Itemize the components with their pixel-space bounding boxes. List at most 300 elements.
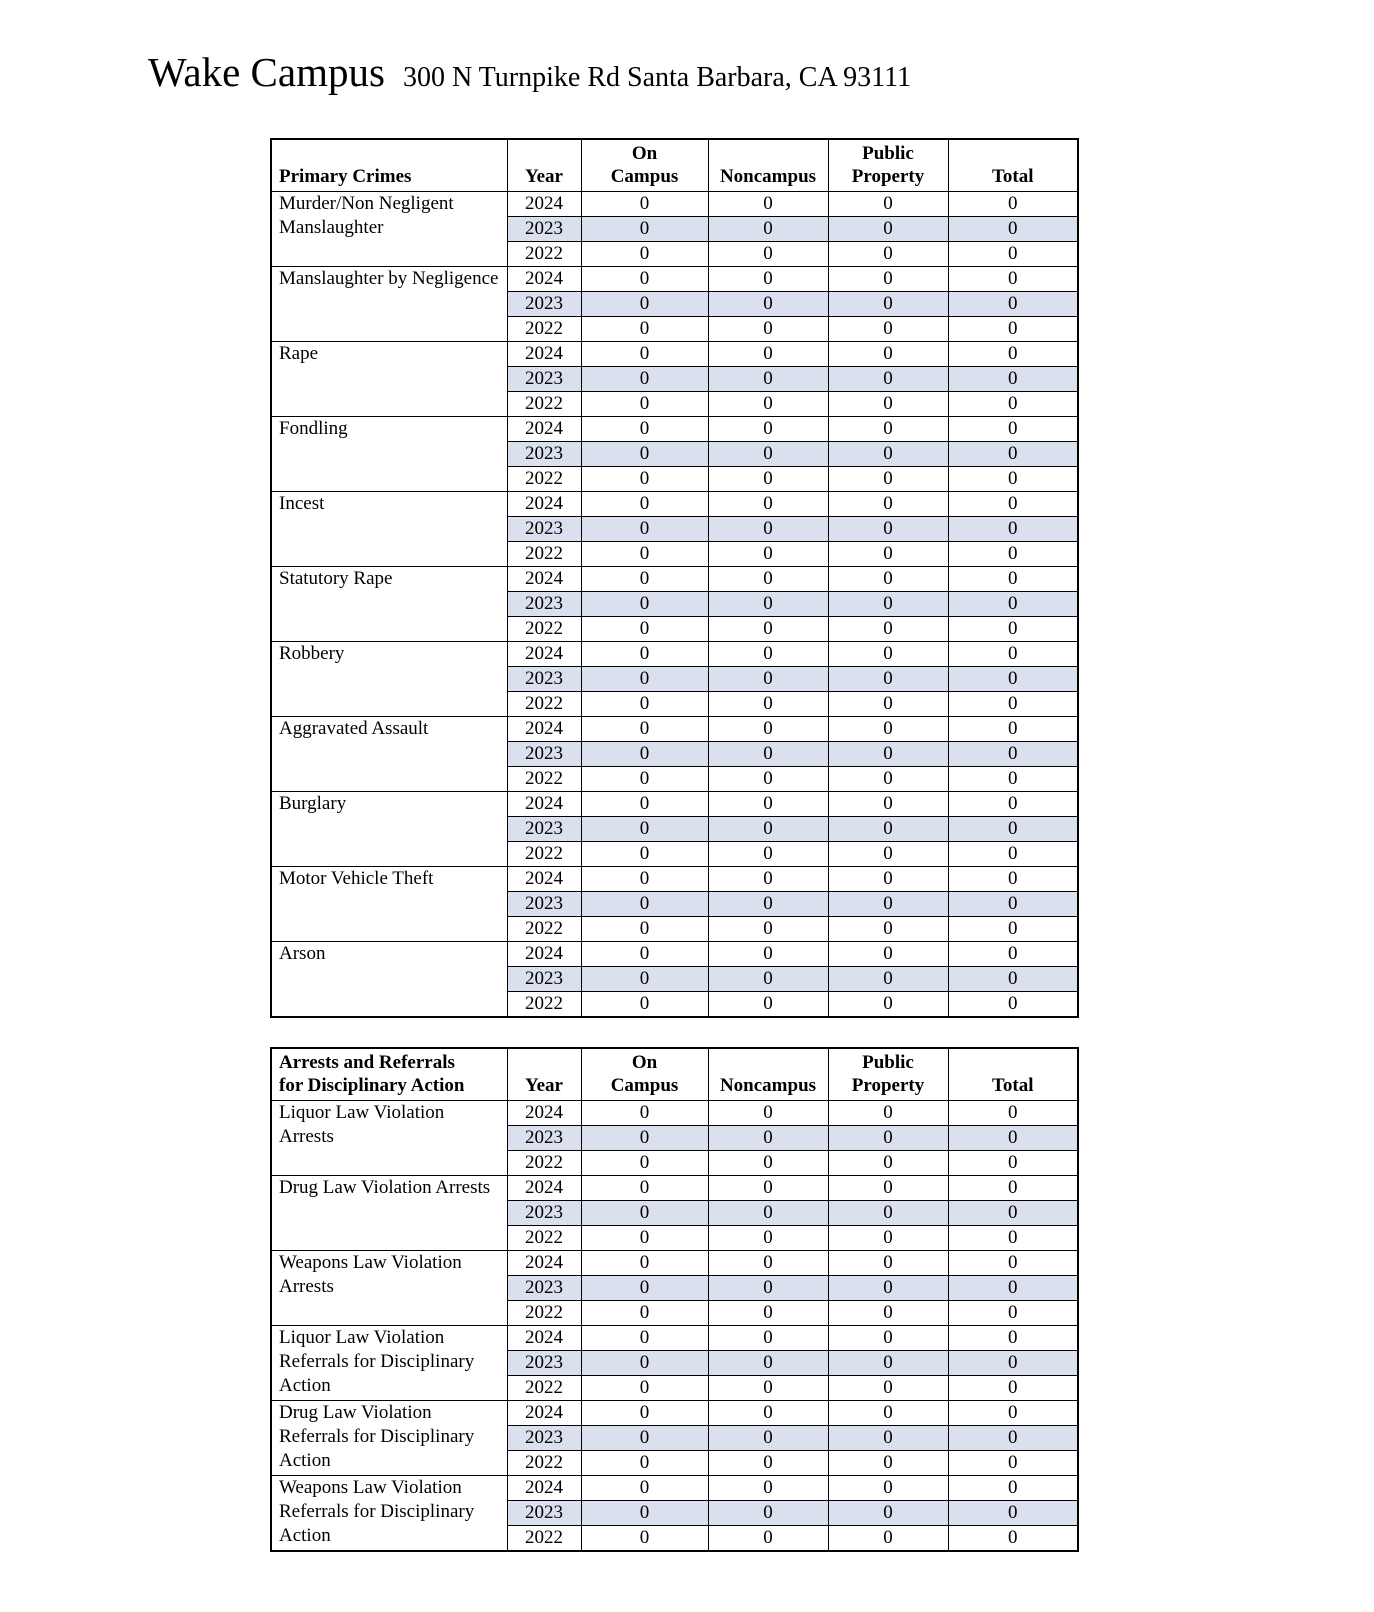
year-cell: 2024 <box>507 1401 581 1426</box>
noncampus-cell: 0 <box>708 1451 828 1476</box>
year-cell: 2022 <box>507 917 581 942</box>
campus-address: 300 N Turnpike Rd Santa Barbara, CA 93111 <box>402 62 912 93</box>
public-property-cell: 0 <box>828 1276 948 1301</box>
total-cell: 0 <box>948 1326 1078 1351</box>
total-cell: 0 <box>948 292 1078 317</box>
on-campus-cell: 0 <box>581 1201 708 1226</box>
total-cell: 0 <box>948 192 1078 217</box>
on-campus-cell: 0 <box>581 442 708 467</box>
on-campus-cell: 0 <box>581 692 708 717</box>
noncampus-cell: 0 <box>708 292 828 317</box>
on-campus-cell: 0 <box>581 492 708 517</box>
table-row <box>271 417 1078 442</box>
noncampus-cell: 0 <box>708 992 828 1018</box>
total-cell: 0 <box>948 717 1078 742</box>
noncampus-cell: 0 <box>708 792 828 817</box>
public-property-cell: 0 <box>828 1376 948 1401</box>
on-campus-cell: 0 <box>581 267 708 292</box>
total-cell: 0 <box>948 742 1078 767</box>
noncampus-cell: 0 <box>708 492 828 517</box>
category-cell: Drug Law Violation Referrals for Disciplinary Action <box>271 1401 507 1476</box>
noncampus-cell: 0 <box>708 1301 828 1326</box>
noncampus-cell: 0 <box>708 617 828 642</box>
total-cell: 0 <box>948 417 1078 442</box>
on-campus-cell: 0 <box>581 967 708 992</box>
noncampus-cell: 0 <box>708 442 828 467</box>
on-campus-cell: 0 <box>581 317 708 342</box>
public-property-cell: 0 <box>828 642 948 667</box>
on-campus-cell: 0 <box>581 1351 708 1376</box>
category-cell: Statutory Rape <box>271 567 507 642</box>
noncampus-cell: 0 <box>708 1251 828 1276</box>
public-property-cell: 0 <box>828 1476 948 1501</box>
on-campus-cell: 0 <box>581 742 708 767</box>
table-row <box>271 267 1078 292</box>
table-row <box>271 792 1078 817</box>
year-cell: 2022 <box>507 992 581 1018</box>
noncampus-cell: 0 <box>708 592 828 617</box>
total-cell: 0 <box>948 592 1078 617</box>
on-campus-cell: 0 <box>581 1426 708 1451</box>
on-campus-cell: 0 <box>581 1251 708 1276</box>
year-cell: 2024 <box>507 1326 581 1351</box>
total-cell: 0 <box>948 1376 1078 1401</box>
on-campus-cell: 0 <box>581 1376 708 1401</box>
public-property-cell: 0 <box>828 492 948 517</box>
public-property-cell: 0 <box>828 1426 948 1451</box>
total-cell: 0 <box>948 542 1078 567</box>
on-campus-cell: 0 <box>581 542 708 567</box>
header-row <box>271 1048 1078 1101</box>
year-cell: 2022 <box>507 767 581 792</box>
on-campus-cell: 0 <box>581 567 708 592</box>
total-cell: 0 <box>948 267 1078 292</box>
public-property-cell: 0 <box>828 617 948 642</box>
public-property-cell: 0 <box>828 1251 948 1276</box>
year-cell: 2024 <box>507 342 581 367</box>
on-campus-column-header: On Campus <box>581 1048 708 1101</box>
on-campus-cell: 0 <box>581 242 708 267</box>
total-cell: 0 <box>948 342 1078 367</box>
year-cell: 2022 <box>507 842 581 867</box>
category-cell: Fondling <box>271 417 507 492</box>
on-campus-cell: 0 <box>581 917 708 942</box>
total-cell: 0 <box>948 617 1078 642</box>
on-campus-column-header: On Campus <box>581 139 708 192</box>
noncampus-cell: 0 <box>708 567 828 592</box>
table-row <box>271 1251 1078 1276</box>
public-property-cell: 0 <box>828 442 948 467</box>
total-cell: 0 <box>948 567 1078 592</box>
public-property-cell: 0 <box>828 317 948 342</box>
public-property-cell: 0 <box>828 767 948 792</box>
year-cell: 2023 <box>507 1126 581 1151</box>
header-row <box>271 139 1078 192</box>
table-row <box>271 1101 1078 1126</box>
noncampus-cell: 0 <box>708 517 828 542</box>
year-cell: 2024 <box>507 1251 581 1276</box>
total-cell: 0 <box>948 892 1078 917</box>
noncampus-cell: 0 <box>708 267 828 292</box>
on-campus-cell: 0 <box>581 367 708 392</box>
total-cell: 0 <box>948 1501 1078 1526</box>
year-cell: 2023 <box>507 667 581 692</box>
on-campus-cell: 0 <box>581 1401 708 1426</box>
year-cell: 2023 <box>507 442 581 467</box>
total-cell: 0 <box>948 392 1078 417</box>
campus-name: Wake Campus <box>148 49 385 95</box>
total-cell: 0 <box>948 992 1078 1018</box>
public-property-cell: 0 <box>828 267 948 292</box>
on-campus-cell: 0 <box>581 467 708 492</box>
total-cell: 0 <box>948 1276 1078 1301</box>
noncampus-cell: 0 <box>708 317 828 342</box>
noncampus-cell: 0 <box>708 1126 828 1151</box>
year-cell: 2022 <box>507 392 581 417</box>
on-campus-cell: 0 <box>581 1526 708 1552</box>
public-property-cell: 0 <box>828 1501 948 1526</box>
noncampus-cell: 0 <box>708 1426 828 1451</box>
total-cell: 0 <box>948 1151 1078 1176</box>
public-property-cell: 0 <box>828 1126 948 1151</box>
on-campus-cell: 0 <box>581 642 708 667</box>
year-cell: 2024 <box>507 717 581 742</box>
total-cell: 0 <box>948 692 1078 717</box>
year-cell: 2023 <box>507 1201 581 1226</box>
public-property-cell: 0 <box>828 567 948 592</box>
public-property-cell: 0 <box>828 467 948 492</box>
table-row <box>271 1476 1078 1501</box>
total-cell: 0 <box>948 767 1078 792</box>
year-cell: 2023 <box>507 1426 581 1451</box>
total-cell: 0 <box>948 842 1078 867</box>
noncampus-cell: 0 <box>708 742 828 767</box>
table-row <box>271 567 1078 592</box>
public-property-cell: 0 <box>828 1301 948 1326</box>
noncampus-cell: 0 <box>708 767 828 792</box>
on-campus-cell: 0 <box>581 217 708 242</box>
arrests-referrals-column-header: Arrests and Referrals for Disciplinary Action <box>271 1048 507 1101</box>
category-cell: Manslaughter by Negligence <box>271 267 507 342</box>
table-row <box>271 1401 1078 1426</box>
category-cell: Weapons Law Violation Arrests <box>271 1251 507 1326</box>
public-property-cell: 0 <box>828 292 948 317</box>
noncampus-cell: 0 <box>708 642 828 667</box>
public-property-cell: 0 <box>828 242 948 267</box>
year-cell: 2023 <box>507 892 581 917</box>
noncampus-cell: 0 <box>708 542 828 567</box>
year-cell: 2022 <box>507 1226 581 1251</box>
on-campus-cell: 0 <box>581 1101 708 1126</box>
public-property-cell: 0 <box>828 417 948 442</box>
year-cell: 2024 <box>507 192 581 217</box>
noncampus-cell: 0 <box>708 1226 828 1251</box>
table-row <box>271 1176 1078 1201</box>
total-cell: 0 <box>948 967 1078 992</box>
page-title <box>148 48 911 96</box>
public-property-cell: 0 <box>828 367 948 392</box>
noncampus-cell: 0 <box>708 342 828 367</box>
category-cell: Drug Law Violation Arrests <box>271 1176 507 1251</box>
total-cell: 0 <box>948 467 1078 492</box>
year-cell: 2023 <box>507 1501 581 1526</box>
year-cell: 2022 <box>507 317 581 342</box>
year-cell: 2024 <box>507 1476 581 1501</box>
year-cell: 2024 <box>507 567 581 592</box>
year-cell: 2024 <box>507 642 581 667</box>
on-campus-cell: 0 <box>581 992 708 1018</box>
category-cell: Aggravated Assault <box>271 717 507 792</box>
noncampus-cell: 0 <box>708 242 828 267</box>
on-campus-cell: 0 <box>581 617 708 642</box>
noncampus-column-header: Noncampus <box>708 1048 828 1101</box>
total-cell: 0 <box>948 1201 1078 1226</box>
table-row <box>271 942 1078 967</box>
on-campus-cell: 0 <box>581 892 708 917</box>
arrests-referrals-table <box>270 1047 1079 1552</box>
table-row <box>271 1326 1078 1351</box>
total-cell: 0 <box>948 1301 1078 1326</box>
total-cell: 0 <box>948 667 1078 692</box>
year-cell: 2024 <box>507 1101 581 1126</box>
noncampus-cell: 0 <box>708 417 828 442</box>
total-cell: 0 <box>948 1426 1078 1451</box>
on-campus-cell: 0 <box>581 1126 708 1151</box>
public-property-cell: 0 <box>828 817 948 842</box>
primary-crimes-table <box>270 138 1079 1018</box>
public-property-cell: 0 <box>828 1176 948 1201</box>
year-cell: 2022 <box>507 1151 581 1176</box>
year-cell: 2023 <box>507 217 581 242</box>
total-cell: 0 <box>948 1251 1078 1276</box>
year-cell: 2024 <box>507 867 581 892</box>
public-property-cell: 0 <box>828 542 948 567</box>
table-row <box>271 192 1078 217</box>
noncampus-cell: 0 <box>708 367 828 392</box>
public-property-cell: 0 <box>828 1326 948 1351</box>
category-cell: Incest <box>271 492 507 567</box>
on-campus-cell: 0 <box>581 842 708 867</box>
public-property-cell: 0 <box>828 1526 948 1552</box>
total-cell: 0 <box>948 517 1078 542</box>
public-property-cell: 0 <box>828 792 948 817</box>
public-property-cell: 0 <box>828 967 948 992</box>
public-property-cell: 0 <box>828 392 948 417</box>
on-campus-cell: 0 <box>581 767 708 792</box>
public-property-cell: 0 <box>828 1201 948 1226</box>
noncampus-cell: 0 <box>708 1176 828 1201</box>
noncampus-cell: 0 <box>708 892 828 917</box>
year-cell: 2023 <box>507 367 581 392</box>
public-property-cell: 0 <box>828 667 948 692</box>
total-cell: 0 <box>948 867 1078 892</box>
year-column-header: Year <box>507 1048 581 1101</box>
noncampus-column-header: Noncampus <box>708 139 828 192</box>
category-cell: Burglary <box>271 792 507 867</box>
noncampus-cell: 0 <box>708 717 828 742</box>
year-cell: 2022 <box>507 467 581 492</box>
on-campus-cell: 0 <box>581 392 708 417</box>
on-campus-cell: 0 <box>581 1326 708 1351</box>
category-cell: Liquor Law Violation Referrals for Disciplinary Action <box>271 1326 507 1401</box>
year-cell: 2022 <box>507 1526 581 1552</box>
noncampus-cell: 0 <box>708 967 828 992</box>
total-cell: 0 <box>948 1451 1078 1476</box>
year-cell: 2022 <box>507 617 581 642</box>
noncampus-cell: 0 <box>708 1201 828 1226</box>
year-cell: 2022 <box>507 1376 581 1401</box>
public-property-cell: 0 <box>828 217 948 242</box>
category-cell: Weapons Law Violation Referrals for Disciplinary Action <box>271 1476 507 1552</box>
year-cell: 2023 <box>507 967 581 992</box>
public-property-cell: 0 <box>828 517 948 542</box>
year-cell: 2023 <box>507 517 581 542</box>
noncampus-cell: 0 <box>708 1476 828 1501</box>
on-campus-cell: 0 <box>581 1151 708 1176</box>
total-cell: 0 <box>948 917 1078 942</box>
public-property-column-header: Public Property <box>828 139 948 192</box>
noncampus-cell: 0 <box>708 942 828 967</box>
on-campus-cell: 0 <box>581 942 708 967</box>
total-cell: 0 <box>948 217 1078 242</box>
table-row <box>271 717 1078 742</box>
total-cell: 0 <box>948 1176 1078 1201</box>
noncampus-cell: 0 <box>708 692 828 717</box>
noncampus-cell: 0 <box>708 1101 828 1126</box>
noncampus-cell: 0 <box>708 917 828 942</box>
on-campus-cell: 0 <box>581 1176 708 1201</box>
noncampus-cell: 0 <box>708 1501 828 1526</box>
year-cell: 2022 <box>507 542 581 567</box>
total-column-header: Total <box>948 139 1078 192</box>
year-cell: 2022 <box>507 242 581 267</box>
category-cell: Rape <box>271 342 507 417</box>
public-property-cell: 0 <box>828 592 948 617</box>
noncampus-cell: 0 <box>708 217 828 242</box>
noncampus-cell: 0 <box>708 1526 828 1552</box>
year-cell: 2023 <box>507 1276 581 1301</box>
year-cell: 2024 <box>507 1176 581 1201</box>
year-cell: 2024 <box>507 417 581 442</box>
category-cell: Liquor Law Violation Arrests <box>271 1101 507 1176</box>
tables-container <box>270 138 1077 1552</box>
on-campus-cell: 0 <box>581 1301 708 1326</box>
table-row <box>271 642 1078 667</box>
year-cell: 2023 <box>507 817 581 842</box>
on-campus-cell: 0 <box>581 717 708 742</box>
on-campus-cell: 0 <box>581 1501 708 1526</box>
on-campus-cell: 0 <box>581 817 708 842</box>
public-property-cell: 0 <box>828 1351 948 1376</box>
total-cell: 0 <box>948 1226 1078 1251</box>
year-cell: 2023 <box>507 742 581 767</box>
on-campus-cell: 0 <box>581 192 708 217</box>
public-property-cell: 0 <box>828 742 948 767</box>
noncampus-cell: 0 <box>708 467 828 492</box>
public-property-cell: 0 <box>828 1226 948 1251</box>
noncampus-cell: 0 <box>708 867 828 892</box>
noncampus-cell: 0 <box>708 1376 828 1401</box>
year-cell: 2022 <box>507 1301 581 1326</box>
on-campus-cell: 0 <box>581 342 708 367</box>
year-cell: 2024 <box>507 267 581 292</box>
noncampus-cell: 0 <box>708 1276 828 1301</box>
public-property-cell: 0 <box>828 892 948 917</box>
year-cell: 2022 <box>507 1451 581 1476</box>
category-cell: Motor Vehicle Theft <box>271 867 507 942</box>
total-cell: 0 <box>948 442 1078 467</box>
total-cell: 0 <box>948 817 1078 842</box>
total-cell: 0 <box>948 242 1078 267</box>
public-property-column-header: Public Property <box>828 1048 948 1101</box>
noncampus-cell: 0 <box>708 1326 828 1351</box>
noncampus-cell: 0 <box>708 192 828 217</box>
on-campus-cell: 0 <box>581 1226 708 1251</box>
total-cell: 0 <box>948 1126 1078 1151</box>
year-cell: 2024 <box>507 492 581 517</box>
noncampus-cell: 0 <box>708 392 828 417</box>
on-campus-cell: 0 <box>581 1276 708 1301</box>
year-cell: 2022 <box>507 692 581 717</box>
year-column-header: Year <box>507 139 581 192</box>
on-campus-cell: 0 <box>581 417 708 442</box>
total-cell: 0 <box>948 1526 1078 1552</box>
total-cell: 0 <box>948 492 1078 517</box>
total-cell: 0 <box>948 1351 1078 1376</box>
year-cell: 2024 <box>507 942 581 967</box>
on-campus-cell: 0 <box>581 867 708 892</box>
category-cell: Robbery <box>271 642 507 717</box>
on-campus-cell: 0 <box>581 1451 708 1476</box>
public-property-cell: 0 <box>828 1151 948 1176</box>
total-cell: 0 <box>948 317 1078 342</box>
category-cell: Arson <box>271 942 507 1018</box>
on-campus-cell: 0 <box>581 1476 708 1501</box>
total-cell: 0 <box>948 642 1078 667</box>
on-campus-cell: 0 <box>581 667 708 692</box>
noncampus-cell: 0 <box>708 1351 828 1376</box>
public-property-cell: 0 <box>828 842 948 867</box>
public-property-cell: 0 <box>828 692 948 717</box>
total-cell: 0 <box>948 1401 1078 1426</box>
noncampus-cell: 0 <box>708 1151 828 1176</box>
year-cell: 2023 <box>507 292 581 317</box>
noncampus-cell: 0 <box>708 817 828 842</box>
public-property-cell: 0 <box>828 342 948 367</box>
year-cell: 2024 <box>507 792 581 817</box>
total-cell: 0 <box>948 942 1078 967</box>
on-campus-cell: 0 <box>581 592 708 617</box>
total-column-header: Total <box>948 1048 1078 1101</box>
public-property-cell: 0 <box>828 992 948 1018</box>
noncampus-cell: 0 <box>708 1401 828 1426</box>
noncampus-cell: 0 <box>708 842 828 867</box>
on-campus-cell: 0 <box>581 792 708 817</box>
primary-crimes-column-header: Primary Crimes <box>271 139 507 192</box>
table-row <box>271 867 1078 892</box>
total-cell: 0 <box>948 792 1078 817</box>
table-row <box>271 492 1078 517</box>
public-property-cell: 0 <box>828 1451 948 1476</box>
public-property-cell: 0 <box>828 917 948 942</box>
category-cell: Murder/Non Negligent Manslaughter <box>271 192 507 267</box>
public-property-cell: 0 <box>828 192 948 217</box>
public-property-cell: 0 <box>828 1401 948 1426</box>
noncampus-cell: 0 <box>708 667 828 692</box>
public-property-cell: 0 <box>828 1101 948 1126</box>
on-campus-cell: 0 <box>581 292 708 317</box>
table-row <box>271 342 1078 367</box>
